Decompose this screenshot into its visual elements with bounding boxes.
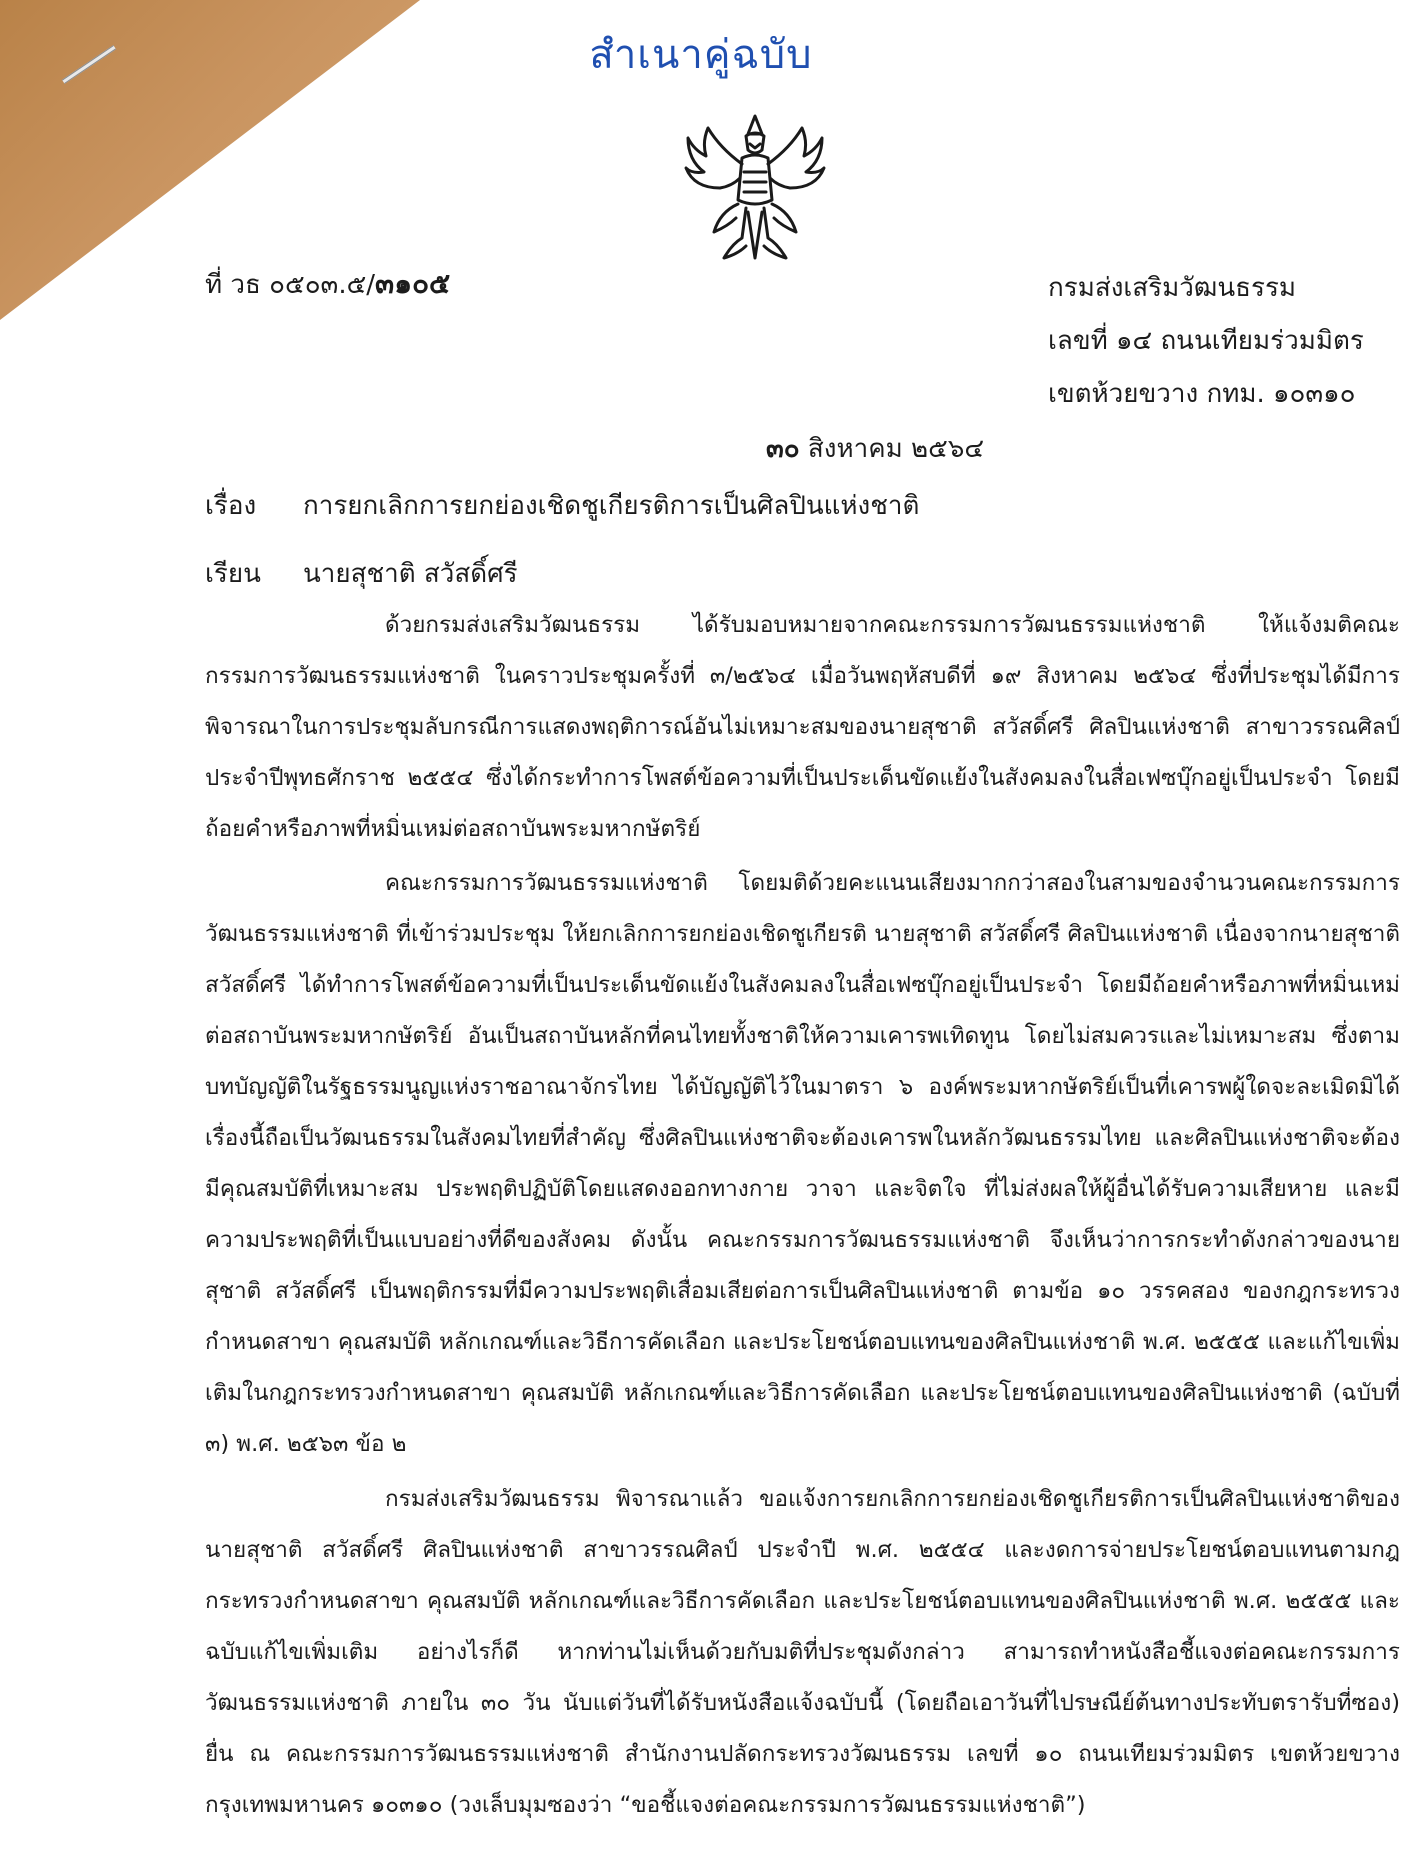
date-day: ๓๐: [766, 434, 800, 464]
reference-code: ๐๕๐๓.๕/: [269, 270, 376, 300]
paragraph-2-text: คณะกรรมการวัฒนธรรมแห่งชาติ โดยมติด้วยคะแนนเสียงมากกว่าสองในสามของจำนวนคณะกรรมการวัฒนธรรมแห่งชาติ ที่เข้าร่วมประชุม ให้ยกเลิกการยกย่องเชิดชูเกียรติ นายสุชาติ สวัสดิ์ศรี ศิลปินแห่งชาติ เนื่องจากนายสุชาติ สวัสดิ์ศรี ได้ทำการโพสต์ข้อความที่เป็นประเด็นขัดแย้งในสังคมลงในสื่อเฟซบุ๊กอยู่เป็นประจำ โดยมีถ้อยคำหรือภาพที่หมิ่นเหม่ต่อสถาบันพระมหากษัตริย์ อันเป็นสถาบันหลักที่คนไทยทั้งชาติให้ความเคารพเทิดทูน โดยไม่สมควรและไม่เหมาะสม ซึ่งตามบทบัญญัติในรัฐธรรมนูญแห่งราชอาณาจักรไทย ได้บัญญัติไว้ในมาตรา ๖ องค์พระมหากษัตริย์เป็นที่เคารพผู้ใดจะละเมิดมิได้ เรื่องนี้ถือเป็นวัฒนธรรมในสังคมไทยที่สำคัญ ซึ่งศิลปินแห่งชาติจะต้องเคารพในหลักวัฒนธรรมไทย และศิลปินแห่งชาติจะต้องมีคุณสมบัติที่เหมาะสม ประพฤติปฏิบัติโดยแสดงออกทางกาย วาจา และจิตใจ ที่ไม่ส่งผลให้ผู้อื่นได้รับความเสียหาย และมีความประพฤติที่เป็นแบบอย่างที่ดีของสังคม ดังนั้น คณะกรรมการวัฒนธรรมแห่งชาติ จึงเห็นว่าการกระทำดังกล่าวของนายสุชาติ สวัสดิ์ศรี เป็นพฤติกรรมที่มีความประพฤติเสื่อมเสียต่อการเป็นศิลปินแห่งชาติ ตามข้อ ๑๐ วรรคสอง ของกฎกระทรวงกำหนดสาขา คุณสมบัติ หลักเกณฑ์และวิธีการคัดเลือก และประโยชน์ตอบแทนของศิลปินแห่งชาติ พ.ศ. ๒๕๕๕ และแก้ไขเพิ่มเติมในกฎกระทรวงกำหนดสาขา คุณสมบัติ หลักเกณฑ์และวิธีการคัดเลือก และประโยชน์ตอบแทนของศิลปินแห่งชาติ (ฉบับที่ ๓) พ.ศ. ๒๕๖๓ ข้อ ๒: [205, 870, 1400, 1457]
paragraph-1: [205, 600, 1400, 855]
copy-stamp: สำเนาคู่ฉบับ: [589, 32, 813, 78]
reference-handwritten-number: ๓๑๐๕: [375, 267, 451, 300]
subject-label: เรื่อง: [205, 491, 257, 521]
paragraph-3-text: กรมส่งเสริมวัฒนธรรม พิจารณาแล้ว ขอแจ้งการยกเลิกการยกย่องเชิดชูเกียรติการเป็นศิลปินแห่งชาติของนายสุชาติ สวัสดิ์ศรี ศิลปินแห่งชาติ สาขาวรรณศิลป์ ประจำปี พ.ศ. ๒๕๕๔ และงดการจ่ายประโยชน์ตอบแทนตามกฎกระทรวงกำหนดสาขา คุณสมบัติ หลักเกณฑ์และวิธีการคัดเลือก และประโยชน์ตอบแทนของศิลปินแห่งชาติ พ.ศ. ๒๕๕๕ และฉบับแก้ไขเพิ่มเติม อย่างไรก็ดี หากท่านไม่เห็นด้วยกับมติที่ประชุมดังกล่าว สามารถทำหนังสือชี้แจงต่อคณะกรรมการวัฒนธรรมแห่งชาติ ภายใน ๓๐ วัน นับแต่วันที่ได้รับหนังสือแจ้งฉบับนี้ (โดยถือเอาวันที่ไปรษณีย์ต้นทางประทับตรารับที่ซอง) ยื่น ณ คณะกรรมการวัฒนธรรมแห่งชาติ สำนักงานปลัดกระทรวงวัฒนธรรม เลขที่ ๑๐ ถนนเทียมร่วมมิตร เขตห้วยขวาง กรุงเทพมหานคร ๑๐๓๑๐ (วงเล็บมุมซองว่า “ขอชี้แจงต่อคณะกรรมการวัฒนธรรมแห่งชาติ”): [205, 1486, 1400, 1818]
subject-line: [205, 485, 919, 526]
subject-text: การยกเลิกการยกย่องเชิดชูเกียรติการเป็นศิลปินแห่งชาติ: [303, 491, 920, 521]
paragraph-2: [205, 858, 1400, 1470]
paragraph-3: [205, 1474, 1400, 1831]
address-line-3: เขตห้วยขวาง กทม. ๑๐๓๑๐: [1048, 379, 1356, 409]
salutation-text: นายสุชาติ สวัสดิ์ศรี: [303, 559, 518, 589]
letter-date: [766, 428, 984, 469]
salutation-line: [205, 553, 518, 594]
address-line-1: กรมส่งเสริมวัฒนธรรม: [1048, 273, 1297, 303]
sender-address: [1048, 262, 1364, 421]
salutation-label: เรียน: [205, 559, 261, 589]
paragraph-1-text: ด้วยกรมส่งเสริมวัฒนธรรม ได้รับมอบหมายจากคณะกรรมการวัฒนธรรมแห่งชาติ ให้แจ้งมติคณะกรรมการวัฒนธรรมแห่งชาติ ในคราวประชุมครั้งที่ ๓/๒๕๖๔ เมื่อวันพฤหัสบดีที่ ๑๙ สิงหาคม ๒๕๖๔ ซึ่งที่ประชุมได้มีการพิจารณาในการประชุมลับกรณีการแสดงพฤติการณ์อันไม่เหมาะสมของนายสุชาติ สวัสดิ์ศรี ศิลปินแห่งชาติ สาขาวรรณศิลป์ ประจำปีพุทธศักราช ๒๕๕๔ ซึ่งได้กระทำการโพสต์ข้อความที่เป็นประเด็นขัดแย้งในสังคมลงในสื่อเฟซบุ๊กอยู่เป็นประจำ โดยมีถ้อยคำหรือภาพที่หมิ่นเหม่ต่อสถาบันพระมหากษัตริย์: [205, 612, 1400, 842]
reference-number: [205, 262, 450, 306]
date-month-year: สิงหาคม ๒๕๖๔: [807, 434, 985, 464]
garuda-emblem-icon: [680, 108, 830, 268]
reference-label: ที่ วธ: [205, 270, 261, 300]
address-line-2: เลขที่ ๑๔ ถนนเทียมร่วมมิตร: [1048, 326, 1364, 356]
